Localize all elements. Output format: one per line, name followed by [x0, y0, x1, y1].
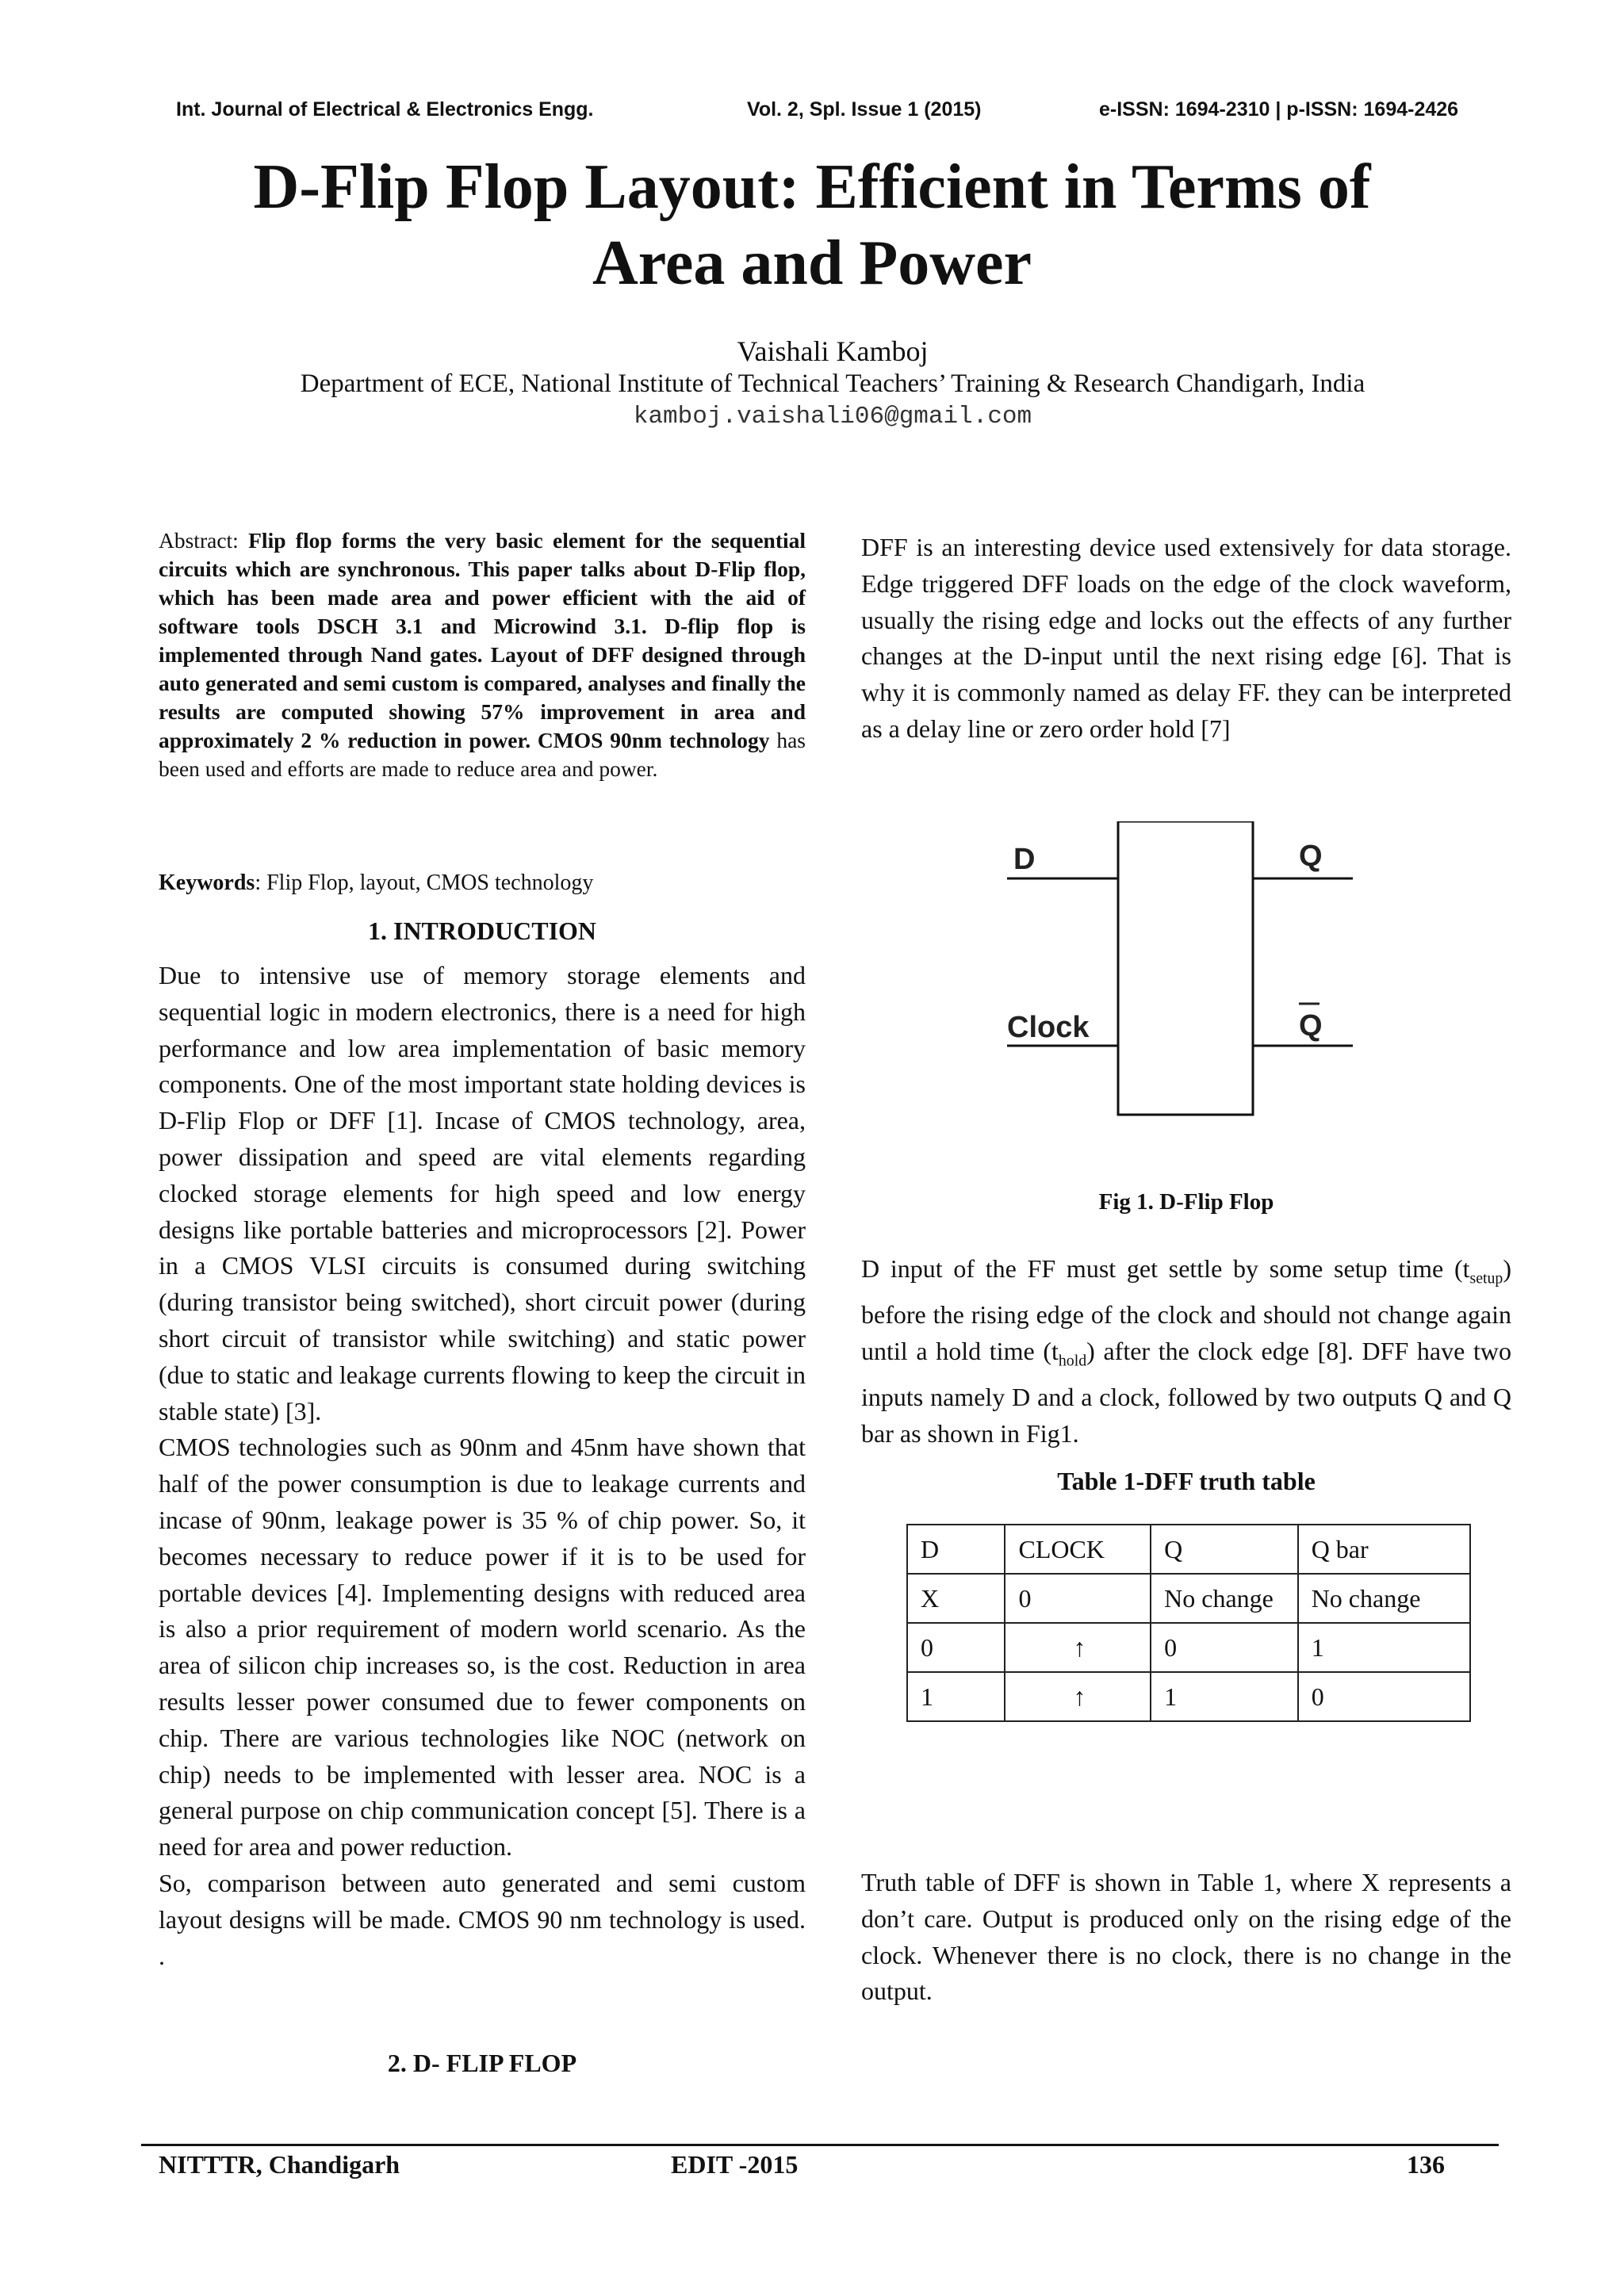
table-cell: 0	[1151, 1623, 1298, 1672]
title-line-2: Area and Power	[592, 228, 1032, 298]
author-name: Vaishali Kamboj	[737, 335, 929, 367]
right-paragraph-3: Truth table of DFF is shown in Table 1, where X represents a don’t care. Output is produced only on the rising edge of the clock. Whenever there is no clock, there is no change in the output.	[861, 1868, 1511, 2006]
table-row	[907, 1574, 1470, 1623]
footer-divider	[141, 2144, 1499, 2146]
table-cell: 1	[1151, 1672, 1298, 1721]
header-cell: D	[907, 1525, 1005, 1574]
keywords-text: : Flip Flop, layout, CMOS technology	[255, 871, 594, 895]
label-q: Q	[1299, 840, 1323, 873]
keywords	[159, 869, 806, 897]
intro-paragraph-2: CMOS technologies such as 90nm and 45nm have shown that half of the power consumption is due to leakage currents and incase of 90nm, leakage power is 35 % of chip power. So, it becomes necessary to reduce power if it is to be used for portable devices [4]. Implementing designs with reduced area is also a prior requirement of modern world scenario. As the area of silicon chip increases so, is the cost. Reduction in area results lesser power consumed due to fewer components on chip. There are various technologies like NOC (network on chip) needs to be implemented with lesser area. NOC is a general purpose on chip communication concept [5]. There is a need for area and power reduction.	[159, 1433, 806, 1862]
abstract-rest-text: has been used and efforts are made to reduce area and power.	[159, 728, 806, 781]
header-cell: Q bar	[1298, 1525, 1470, 1574]
section-heading-d-flip-flop: 2. D- FLIP FLOP	[387, 2049, 577, 2077]
table-caption: Table 1-DFF truth table	[1057, 1467, 1316, 1495]
journal-name: Int. Journal of Electrical & Electronics Engg.	[176, 98, 594, 121]
right-paragraph-1: DFF is an interesting device used extensively for data storage. Edge triggered DFF loads on the edge of the clock waveform, usually the rising edge and locks out the effects of any further changes at the D-input until the next rising edge [6]. That is why it is commonly named as delay FF. they can be interpreted as a delay line or zero order hold [7]	[861, 533, 1511, 743]
p2-part-c: ) after the clock edge [8]. DFF have two inputs namely D and a clock, followed by two outputs Q and Q bar as shown in Fig1.	[861, 1336, 1511, 1448]
table-cell: X	[907, 1574, 1005, 1623]
table-row	[907, 1623, 1470, 1672]
label-clock: Clock	[1007, 1011, 1090, 1044]
table-cell: 1	[1298, 1623, 1470, 1672]
abstract	[159, 526, 806, 783]
header-cell: Q	[1151, 1525, 1298, 1574]
paper-title	[159, 149, 1465, 301]
intro-paragraph-3: So, comparison between auto generated and semi custom layout designs will be made. CMOS 90 nm technology is used. .	[159, 1868, 806, 1970]
section-heading-introduction: 1. INTRODUCTION	[367, 916, 597, 945]
abstract-bold-text: Flip flop forms the very basic element for the sequential circuits which are synchronous. This paper talks about D-Flip flop, which has been made area and power efficient with the aid of software tools DSCH 3.1 and Microwind 3.1. D-flip flop is implemented through Nand gates. Layout of DFF designed through auto generated and semi custom is compared, analyses and finally the results are computed showing 57% improvement in area and approximately 2 % reduction in power. CMOS 90nm technology	[159, 528, 806, 752]
label-qbar: Q	[1299, 1009, 1323, 1043]
table-cell: No change	[1298, 1574, 1470, 1623]
keywords-label: Keywords	[159, 871, 255, 895]
label-d: D	[1013, 843, 1036, 876]
abstract-label: Abstract:	[159, 528, 239, 553]
table-cell: ↑	[1005, 1623, 1151, 1672]
footer-institution: NITTTR, Chandigarh	[159, 2150, 400, 2179]
hold-subscript: hold	[1058, 1352, 1087, 1370]
page-footer	[159, 2150, 1459, 2185]
p2-part-b: ) before the rising edge of the clock and should not change again until a hold time (t	[861, 1254, 1511, 1365]
author-affiliation: Department of ECE, National Institute of Technical Teachers’ Training & Research Chandigarh, India	[300, 369, 1365, 398]
right-paragraph-2	[861, 1251, 1511, 1452]
table-cell: 1	[907, 1672, 1005, 1721]
running-header	[176, 98, 1477, 127]
table-cell: No change	[1151, 1574, 1298, 1623]
table-cell: 0	[1005, 1574, 1151, 1623]
volume-info: Vol. 2, Spl. Issue 1 (2015)	[747, 98, 982, 121]
introduction-body	[159, 958, 806, 1974]
intro-paragraph-1: Due to intensive use of memory storage elements and sequential logic in modern electronics, there is a need for high performance and low area implementation of basic memory components. One of the most important state holding devices is D-Flip Flop or DFF [1]. Incase of CMOS technology, area, power dissipation and speed are vital elements regarding clocked storage elements for high speed and low energy designs like portable batteries and microprocessors [2]. Power in a CMOS VLSI circuits is consumed during switching (during transistor being switched), short circuit power (during short circuit of transistor while switching) and static power (due to static and leakage currents flowing to keep the circuit in stable state) [3].	[159, 961, 806, 1425]
dff-truth-table	[906, 1524, 1471, 1722]
dff-block	[1118, 821, 1253, 1115]
title-line-1: D-Flip Flop Layout: Efficient in Terms of	[253, 152, 1371, 222]
issn-info: e-ISSN: 1694-2310 | p-ISSN: 1694-2426	[1099, 98, 1459, 121]
table-row	[907, 1672, 1470, 1721]
table-header-row	[907, 1525, 1470, 1574]
author-email[interactable]: kamboj.vaishali06@gmail.com	[633, 403, 1032, 430]
page-number: 136	[1407, 2150, 1445, 2179]
dff-block-diagram	[1007, 821, 1356, 1123]
p2-part-a: D input of the FF must get settle by some setup time (t	[861, 1254, 1470, 1283]
figure-caption: Fig 1. D-Flip Flop	[1098, 1189, 1274, 1215]
header-cell: CLOCK	[1005, 1525, 1151, 1574]
setup-subscript: setup	[1469, 1269, 1503, 1288]
table-cell: 0	[1298, 1672, 1470, 1721]
table-cell: ↑	[1005, 1672, 1151, 1721]
table-cell: 0	[907, 1623, 1005, 1672]
footer-event: EDIT -2015	[671, 2150, 799, 2179]
